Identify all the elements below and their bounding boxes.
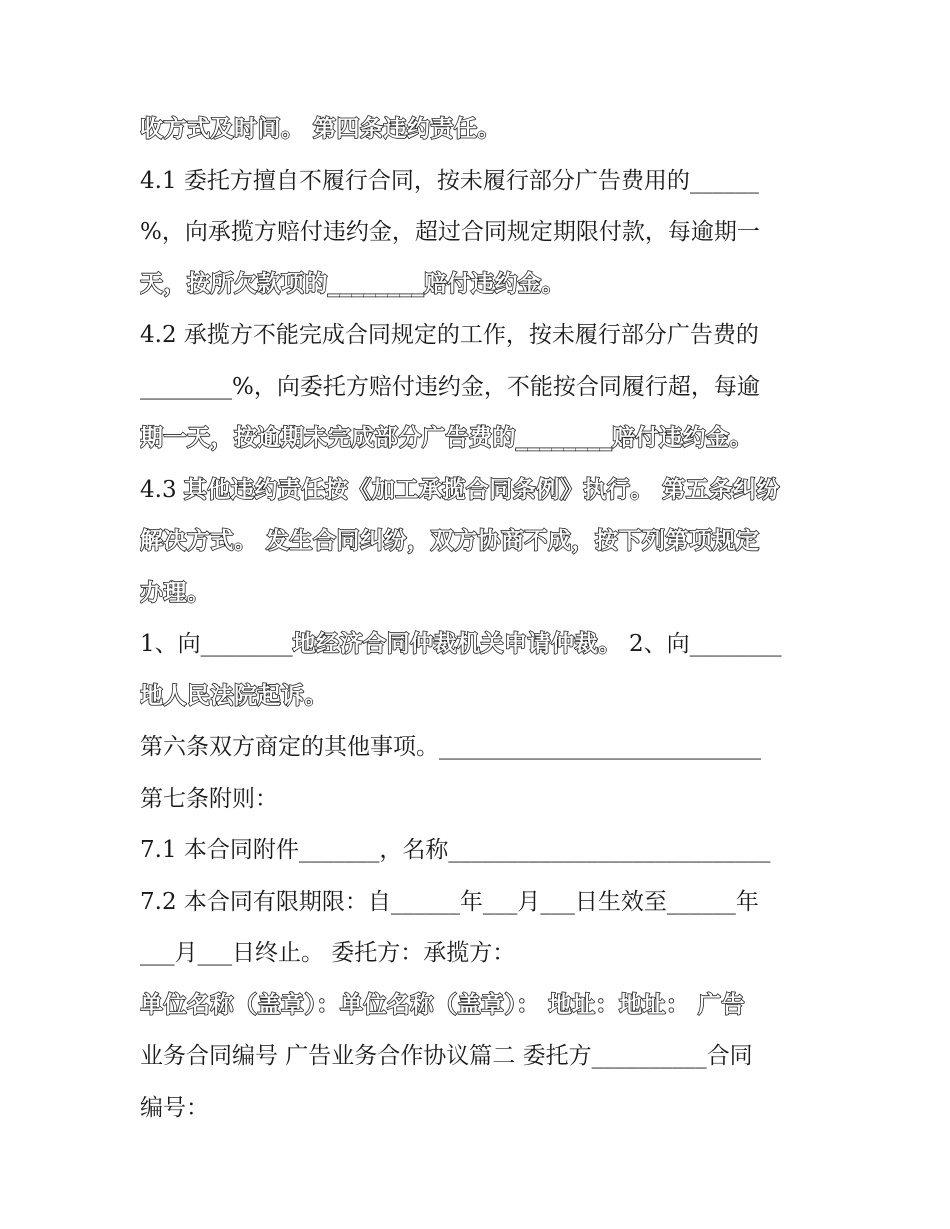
decorative-text-segment: 期一天，按逾期未完成部分广告费的________赔付违约金。 [140, 425, 753, 451]
text-line [140, 928, 810, 980]
text-line [140, 877, 810, 929]
text-segment: 第六条双方商定的其他事项。____________________________ [140, 734, 761, 760]
document-body [140, 104, 810, 1134]
decorative-text-segment: 地经济合同仲裁机关申请仲裁。 [292, 631, 622, 657]
text-segment: 4.2 承揽方不能完成合同规定的工作，按未履行部分广告费的 [140, 322, 759, 348]
decorative-text-segment: 天，按所欠款项的________赔付违约金。 [140, 270, 565, 297]
text-line [140, 825, 810, 877]
text-segment: %，向承揽方赔付违约金，超过合同规定期限付款，每逾期一 [140, 219, 760, 245]
text-line [140, 671, 810, 723]
text-segment: ___月___日终止。 委托方：承揽方： [140, 940, 516, 966]
text-segment: 业务合同编号 广告业务合作协议篇二 委托方__________合同 [140, 1043, 753, 1069]
text-segment: 4.1 委托方擅自不履行合同，按未履行部分广告费用的______ [140, 167, 759, 194]
text-line [140, 259, 810, 311]
decorative-text-segment: 收方式及时间。 第四条违约责任。 [140, 116, 502, 142]
text-line [140, 516, 810, 568]
text-segment: 7.1 本合同附件_______，名称____________________________ [140, 837, 771, 863]
text-line [140, 156, 810, 208]
text-line [140, 465, 810, 517]
text-segment: 第七条附则： [140, 785, 278, 812]
text-line [140, 1083, 810, 1135]
decorative-text-segment: 办理。 [140, 579, 211, 606]
decorative-text-segment: 地人民法院起诉。 [140, 682, 328, 709]
text-line [140, 104, 810, 156]
text-segment: 4.3 [140, 476, 184, 503]
decorative-text-segment: 其他违约责任按《加工承揽合同条例》执行。 第五条纠纷 [183, 476, 780, 503]
text-segment: 2、向________ [621, 631, 782, 657]
decorative-text-segment: 解决方式。 发生合同纠纷，双方协商不成，按下列第项规定 [140, 528, 760, 554]
decorative-text-segment: 单位名称（盖章）：单位名称（盖章）： 地址：地址： 广告 [140, 991, 746, 1018]
text-line [140, 310, 810, 362]
text-line [140, 774, 810, 826]
text-line [140, 413, 810, 465]
text-line [140, 207, 810, 259]
text-segment: 1、向________ [140, 631, 293, 657]
text-segment: 编号： [140, 1094, 209, 1121]
text-line [140, 1031, 810, 1083]
text-line [140, 980, 810, 1032]
text-segment: 7.2 本合同有限期限：自______年___月___日生效至______年 [140, 888, 759, 915]
text-line [140, 619, 810, 671]
text-segment: ________%，向委托方赔付违约金，不能按合同履行超，每逾 [140, 373, 760, 400]
text-line [140, 722, 810, 774]
text-line [140, 568, 810, 620]
text-line [140, 362, 810, 414]
